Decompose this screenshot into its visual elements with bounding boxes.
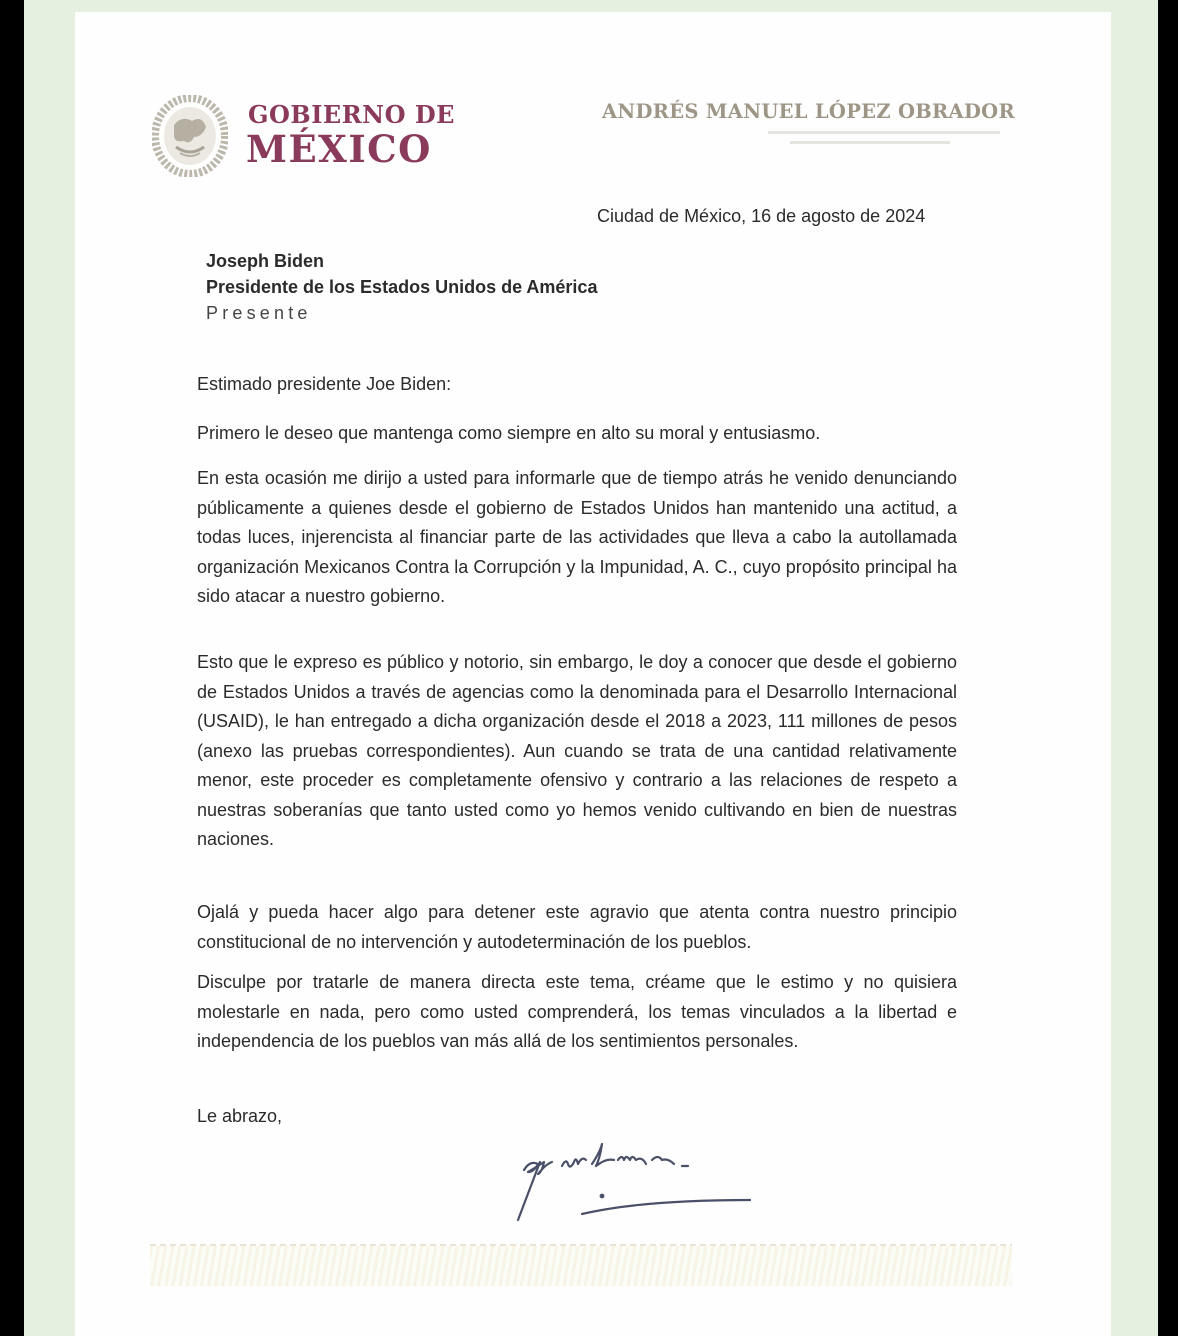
closing: Le abrazo, <box>197 1106 283 1126</box>
salutation: Estimado presidente Joe Biden: <box>197 374 452 394</box>
recipient-name: Joseph Biden <box>206 251 325 271</box>
letterhead-subline <box>790 141 950 144</box>
paragraph: Esto que le expreso es público y notorio, sin embargo, le doy a conocer que desde el gobierno de Estados Unidos a través de agencias como la denominada para el Desarrollo Internacional (USAID), le han entregado a dicha organización desde el 2018 a 2023, 111 millones de pesos (anexo las pruebas correspondientes). Aun cuando se trata de una cantidad relativamente menor, este proceder es completamente ofensivo y contrario a las relaciones de respeto a nuestras soberanías que tanto usted como yo hemos venido cultivando en bien de nuestras naciones. <box>197 652 957 849</box>
recipient-presente: Presente <box>206 303 312 323</box>
signature-icon <box>510 1130 780 1230</box>
recipient-title: Presidente de los Estados Unidos de América <box>206 277 598 297</box>
paragraph: En esta ocasión me dirijo a usted para informarle que de tiempo atrás he venido denunciando públicamente a quienes desde el gobierno de Estados Unidos han mantenido una actitud, a todas luces, injerencista al financiar parte de las actividades que lleva a cabo la autollamada organización Mexicanos Contra la Corrupción y la Impunidad, A. C., cuyo propósito principal ha sido atacar a nuestro gobierno. <box>197 468 957 606</box>
date-line: Ciudad de México, 16 de agosto de 2024 <box>597 206 926 226</box>
paragraph: Disculpe por tratarle de manera directa este tema, créame que le estimo y no quisiera molestarle en nada, pero como usted comprenderá, los temas vinculados a la libertad e independencia de los pueblos van más allá de los sentimientos personales. <box>197 972 957 1051</box>
paragraph: Primero le deseo que mantenga como siempre en alto su moral y entusiasmo. <box>197 423 821 443</box>
government-name-line1: GOBIERNO DE <box>248 100 455 129</box>
government-name-line2: MÉXICO <box>246 127 432 171</box>
mexico-seal-icon <box>152 95 228 177</box>
paragraph: Ojalá y pueda hacer algo para detener este agravio que atenta contra nuestro principio constitucional de no intervención y autodeterminación de los pueblos. <box>197 902 957 952</box>
footer-security-band <box>150 1246 1012 1286</box>
letterhead-subline <box>768 131 1000 134</box>
sender-name: ANDRÉS MANUEL LÓPEZ OBRADOR <box>602 100 1015 123</box>
